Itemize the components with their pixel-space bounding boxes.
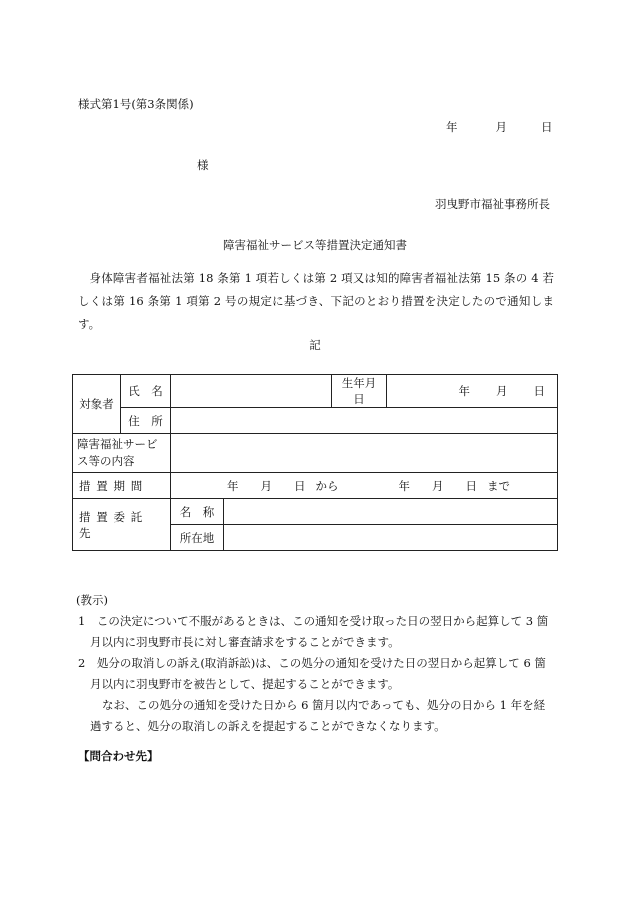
issue-date-day: 日 (541, 120, 553, 134)
birthdate-value[interactable] (387, 375, 558, 408)
document-title: 障害福祉サービス等措置決定通知書 (223, 238, 407, 252)
issuer: 羽曳野市福祉事務所長 (435, 197, 550, 211)
period-from-day: 日 (294, 478, 306, 493)
service-label: 障害福祉サービス等の内容 (73, 434, 171, 473)
contact-heading: 【問合わせ先】 (78, 749, 159, 763)
contractor-label: 措置委託先 (73, 499, 171, 551)
period-value[interactable] (171, 473, 558, 499)
body-text: 身体障害者福祉法第 18 条第 1 項若しくは第 2 項又は知的障害者福祉法第 15 条の 4 若しくは第 16 条第 1 項第 2 号の規定に基づき、下記のとおり措置を決定したので通知します。 (78, 271, 554, 331)
period-from: から (315, 478, 339, 493)
birth-year: 年 (458, 384, 470, 398)
address-label: 住 所 (121, 408, 171, 434)
note-item-2-cont: なお、この処分の通知を受けた日から 6 箇月以内であっても、処分の日から 1 年を経過すると、処分の取消しの訴えを提起することができなくなります。 (90, 698, 546, 733)
name-value[interactable] (171, 375, 332, 408)
birthdate-label: 生年月日 (332, 375, 387, 408)
name-label: 氏 名 (121, 375, 171, 408)
contractor-name-label: 名 称 (171, 499, 224, 525)
issue-date-year: 年 (446, 120, 458, 134)
contractor-location-value[interactable] (224, 525, 558, 551)
period-label: 措置期間 (73, 473, 171, 499)
period-to-year: 年 (398, 478, 410, 493)
period-to-day: 日 (465, 478, 477, 493)
subject-label: 対象者 (73, 375, 121, 434)
issue-date-month: 月 (495, 120, 507, 134)
ki-heading: 記 (309, 338, 321, 352)
birth-month: 月 (496, 384, 508, 398)
note-item-1: 1 この決定について不服があるときは、この通知を受け取った日の翌日から起算して 3 箇月以内に羽曳野市長に対し審査請求をすることができます。 (78, 614, 549, 649)
notes-heading: (教示) (76, 593, 108, 607)
period-from-month: 月 (260, 478, 272, 493)
notes-section (78, 590, 554, 737)
form-number: 様式第1号(第3条関係) (78, 97, 194, 111)
period-to: まで (487, 478, 510, 493)
period-to-month: 月 (432, 478, 444, 493)
service-value[interactable] (171, 434, 558, 473)
address-value[interactable] (171, 408, 558, 434)
addressee-suffix: 様 (197, 158, 209, 172)
decision-table (72, 374, 558, 551)
contractor-name-value[interactable] (224, 499, 558, 525)
period-from-year: 年 (227, 478, 239, 493)
contractor-location-label: 所在地 (171, 525, 224, 551)
note-item-2: 2 処分の取消しの訴え(取消訴訟)は、この処分の通知を受けた日の翌日から起算して 6 箇月以内に羽曳野市を被告として、提起することができます。 (78, 656, 546, 691)
birth-day: 日 (533, 384, 545, 398)
issue-date (446, 119, 553, 135)
